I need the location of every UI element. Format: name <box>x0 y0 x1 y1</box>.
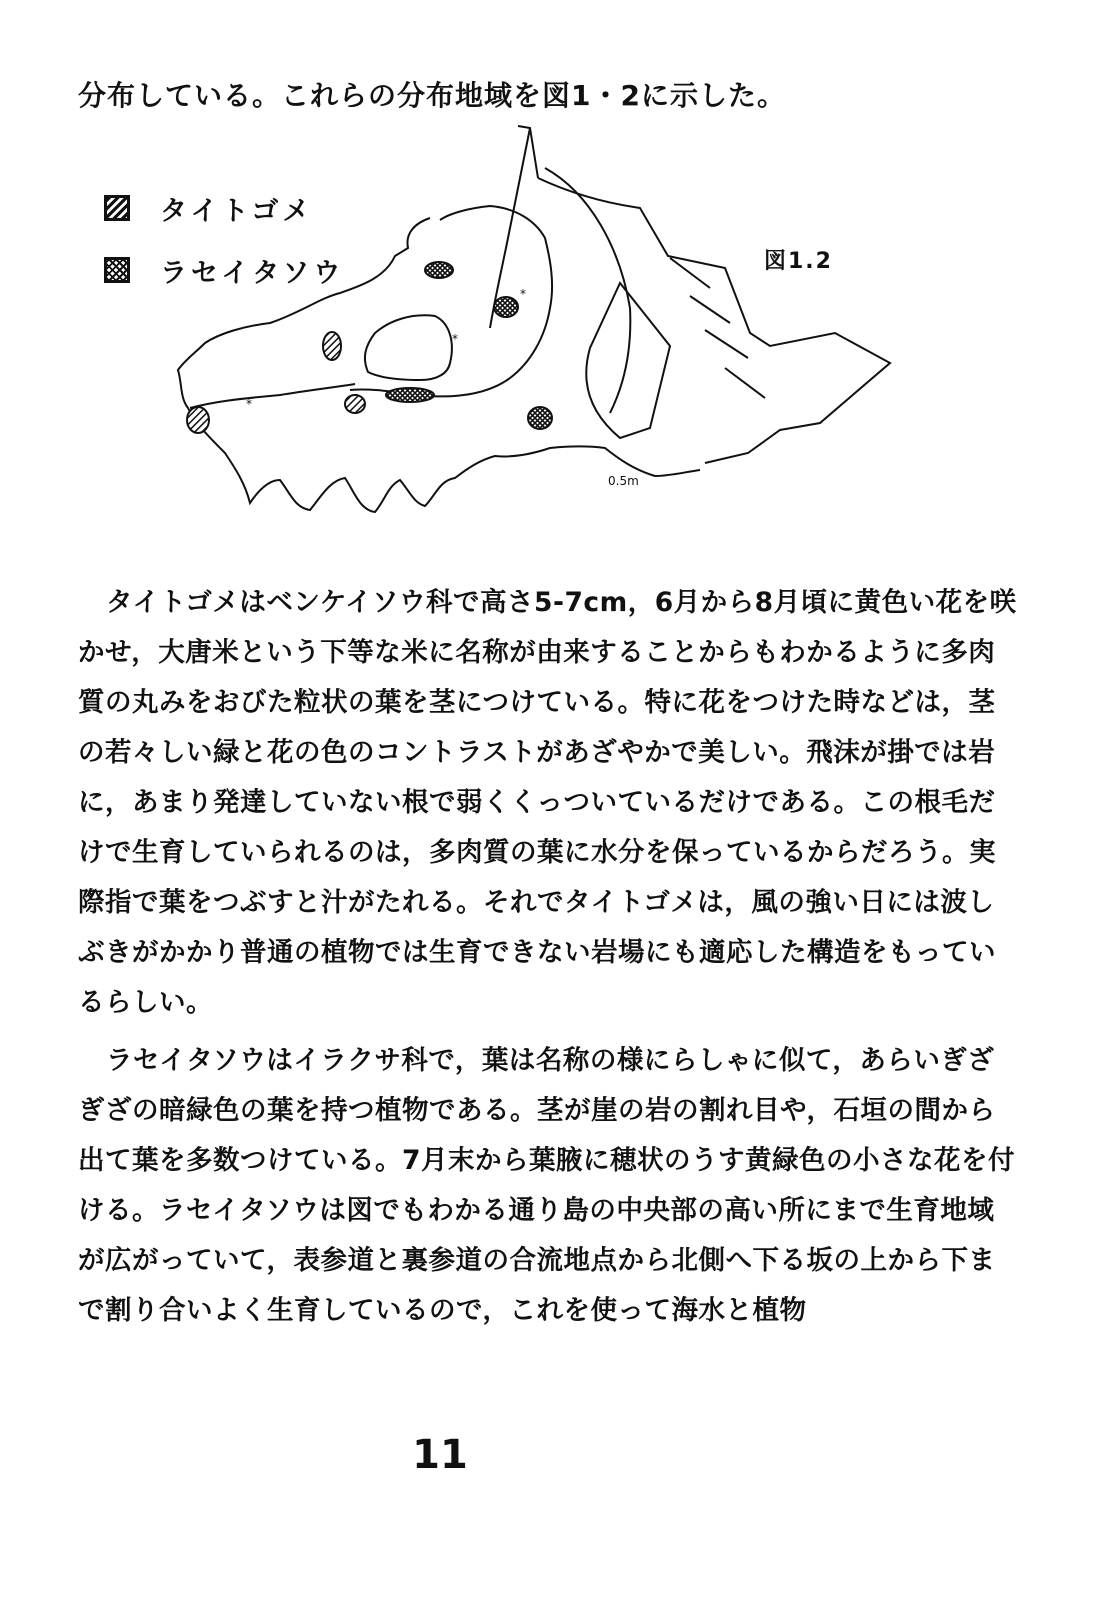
crosshatch-swatch <box>104 257 130 283</box>
taitogome-patch <box>323 332 341 360</box>
breakwater <box>538 178 890 463</box>
taitogome-patch <box>187 407 209 433</box>
intro-line: 分布している。これらの分布地域を図1・2に示した。 <box>78 79 786 112</box>
svg-text:*: * <box>452 332 458 346</box>
map-scale-note: 0.5m <box>608 474 639 488</box>
pier-lines <box>670 258 765 398</box>
page-number: 11 <box>412 1432 468 1478</box>
harbor-block <box>586 283 670 438</box>
raseitasou-patch <box>528 407 552 429</box>
paragraph-raseitasou: ラセイタソウはイラクサ科で，葉は名称の様にらしゃに似て，あらいぎざぎざの暗緑色の葉を持つ植物である。茎が崖の岩の割れ目や，石垣の間から出て葉を多数つけている。7月末から葉腋に穂状のうす黄緑色の小さな花を付ける。ラセイタソウは図でもわかる通り島の中央部の高い所にまで生育地域が広がっていて，表参道と裏参道の合流地点から北側へ下る坂の上から下まで割り合いよく生育しているので，これを使って海水と植物 <box>78 1045 1015 1326</box>
figure-label: 図1.2 <box>764 249 833 274</box>
svg-text:*: * <box>520 287 526 301</box>
legend-label: タイトゴメ <box>160 195 314 227</box>
map-markers <box>246 287 526 411</box>
main-path <box>190 384 355 408</box>
svg-text:*: * <box>246 397 252 411</box>
raseitasou-patch <box>386 388 434 402</box>
raseitasou-patch <box>425 262 453 278</box>
diagonal-hatch-swatch <box>104 195 130 221</box>
distribution-map <box>150 108 900 538</box>
legend-label: ラセイタソウ <box>160 257 345 289</box>
paragraph-taitogome: タイトゴメはベンケイソウ科で高さ5-7cm，6月から8月頃に黄色い花を咲かせ，大唐米という下等な米に名称が由来することからもわかるように多肉質の丸みをおびた粒状の葉を茎につけている。特に花をつけた時などは，茎の若々しい緑と花の色のコントラストがあざやかで美しい。飛沫が掛では岩に，あまり発達していない根で弱くくっついているだけである。この根毛だけで生育していられるのは，多肉質の葉に水分を保っているからだろう。実際指で葉をつぶすと汁がたれる。それでタイトゴメは，風の強い日には波しぶきがかかり普通の植物では生育できない岩場にも適応した構造をもっているらしい。 <box>78 587 1017 1018</box>
body-text <box>78 578 1018 1336</box>
shrine-grounds <box>365 315 452 380</box>
taitogome-patch <box>345 395 365 413</box>
island-inner-edge <box>350 206 552 396</box>
raseitasou-patch <box>494 297 518 317</box>
